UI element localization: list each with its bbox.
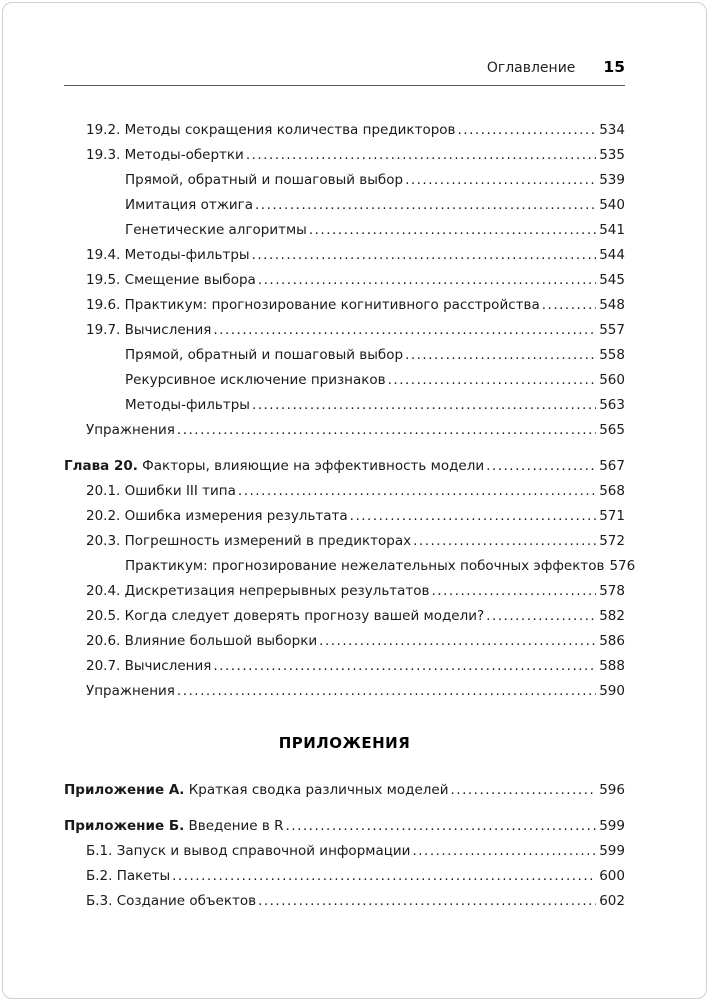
toc-entry-label: Факторы, влияющие на эффективность модели [137,458,485,474]
dot-leader [309,218,596,243]
folio-page-number: 15 [603,58,625,76]
toc-entry-label: 20.7. Вычисления [86,658,212,674]
toc-entry-page-number: 558 [599,347,625,363]
toc-entry-page-number: 540 [599,197,625,213]
dot-leader [350,504,597,529]
dot-leader [388,368,597,393]
toc-entry-label: Краткая сводка различных моделей [184,782,449,798]
toc-entry-page-number: 599 [599,818,625,834]
dot-leader [432,579,597,604]
toc-row [64,778,625,803]
dot-leader [246,143,596,168]
toc-row [64,368,625,393]
appendix-section-heading: ПРИЛОЖЕНИЯ [278,734,411,752]
toc-entry-label: Имитация отжига [125,197,253,213]
toc-entry-bold-prefix: Приложение Б. [64,818,185,834]
toc-entry-label: Генетические алгоритмы [125,222,307,238]
toc-entry-page-number: 586 [599,633,625,649]
toc-entry-label: Б.2. Пакеты [86,868,171,884]
toc-entry-label: 19.2. Методы сокращения количества предикторов [86,122,456,138]
toc-entry-label: Б.1. Запуск и вывод справочной информации [86,843,411,859]
dot-leader [252,393,596,418]
toc-row [64,554,636,579]
running-header [64,58,625,76]
toc-row [64,418,625,443]
toc-entry-page-number: 572 [599,533,625,549]
dot-leader [238,479,596,504]
dot-leader [177,418,596,443]
dot-leader [486,454,596,479]
toc-row [64,218,625,243]
toc-row [64,268,625,293]
dot-leader [252,243,597,268]
dot-leader [413,529,596,554]
toc-entry-label: Введение в R [184,818,284,834]
toc-row [64,243,625,268]
toc-entry-page-number: 544 [599,247,625,263]
chapter-header-title: Оглавление [486,60,576,76]
dot-leader [177,679,596,704]
toc-row [64,343,625,368]
toc-row [64,579,625,604]
toc-row [64,293,625,318]
toc-row [64,679,625,704]
dot-leader [450,778,596,803]
toc-entry-label: 20.2. Ошибка измерения результата [86,508,348,524]
toc-list [64,118,636,914]
dot-leader [172,864,596,889]
toc-entry-label: 19.7. Вычисления [86,322,212,338]
toc-entry-page-number: 568 [599,483,625,499]
dot-leader [405,168,596,193]
toc-entry-label: 20.5. Когда следует доверять прогнозу вашей модели? [86,608,485,624]
toc-entry-page-number: 599 [599,843,625,859]
toc-entry-page-number: 560 [599,372,625,388]
dot-leader [255,193,596,218]
toc-entry-label: 19.5. Смещение выбора [86,272,256,288]
toc-entry-label: Б.3. Создание объектов [86,893,257,909]
toc-row [64,479,625,504]
dot-leader [486,604,596,629]
toc-entry-page-number: 534 [599,122,625,138]
toc-entry-label: 19.6. Практикум: прогнозирование когнитивного расстройства [86,297,540,313]
toc-entry-label: 19.3. Методы-обертки [86,147,244,163]
dot-leader [258,889,596,914]
toc-row [64,504,625,529]
toc-entry-label: Прямой, обратный и пошаговый выбор [125,172,404,188]
toc-entry-page-number: 565 [599,422,625,438]
toc-entry-label: 19.4. Методы-фильтры [86,247,250,263]
toc-entry-page-number: 602 [599,893,625,909]
toc-entry-page-number: 535 [599,147,625,163]
toc-entry-page-number: 576 [609,558,636,574]
toc-row [64,889,625,914]
toc-row [64,393,625,418]
toc-row [64,604,625,629]
toc-entry-label: 20.3. Погрешность измерений в предикторах [86,533,412,549]
toc-entry-page-number: 563 [599,397,625,413]
toc-entry-label: Рекурсивное исключение признаков [125,372,386,388]
toc-entry-label: 20.1. Ошибки III типа [86,483,236,499]
toc-entry-label: Прямой, обратный и пошаговый выбор [125,347,404,363]
dot-leader [542,293,596,318]
toc-row [64,814,625,839]
toc-entry-label: Упражнения [86,683,175,699]
toc-entry-label: Упражнения [86,422,175,438]
toc-entry-page-number: 539 [599,172,625,188]
toc-entry-page-number: 578 [599,583,625,599]
toc-row [64,454,625,479]
toc-entry-bold-prefix: Приложение А. [64,782,185,798]
toc-entry-page-number: 567 [599,458,625,474]
header-rule [64,85,625,86]
dot-leader [286,814,597,839]
toc-row [64,143,625,168]
toc-entry-page-number: 541 [599,222,625,238]
dot-leader [458,118,597,143]
toc-row [64,193,625,218]
dot-leader [213,654,596,679]
dot-leader [258,268,596,293]
toc-row [64,529,625,554]
toc-row [64,168,625,193]
toc-entry-page-number: 582 [599,608,625,624]
dot-leader [213,318,596,343]
toc-row [64,118,625,143]
toc-row [64,839,625,864]
toc-row [64,654,625,679]
toc-entry-label: 20.6. Влияние большой выборки [86,633,318,649]
toc-entry-page-number: 545 [599,272,625,288]
toc-entry-bold-prefix: Глава 20. [64,458,138,474]
toc-entry-label: Практикум: прогнозирование нежелательных побочных эффектов [125,558,605,574]
toc-entry-page-number: 596 [599,782,625,798]
toc-entry-page-number: 571 [599,508,625,524]
toc-entry-page-number: 588 [599,658,625,674]
dot-leader [319,629,596,654]
toc-row [64,318,625,343]
toc-entry-page-number: 590 [599,683,625,699]
toc-entry-label: Методы-фильтры [125,397,250,413]
toc-entry-page-number: 557 [599,322,625,338]
dot-leader [412,839,596,864]
toc-entry-page-number: 600 [599,868,625,884]
toc-entry-page-number: 548 [599,297,625,313]
dot-leader [405,343,596,368]
toc-row [64,629,625,654]
toc-row [64,864,625,889]
toc-entry-label: 20.4. Дискретизация непрерывных результатов [86,583,430,599]
